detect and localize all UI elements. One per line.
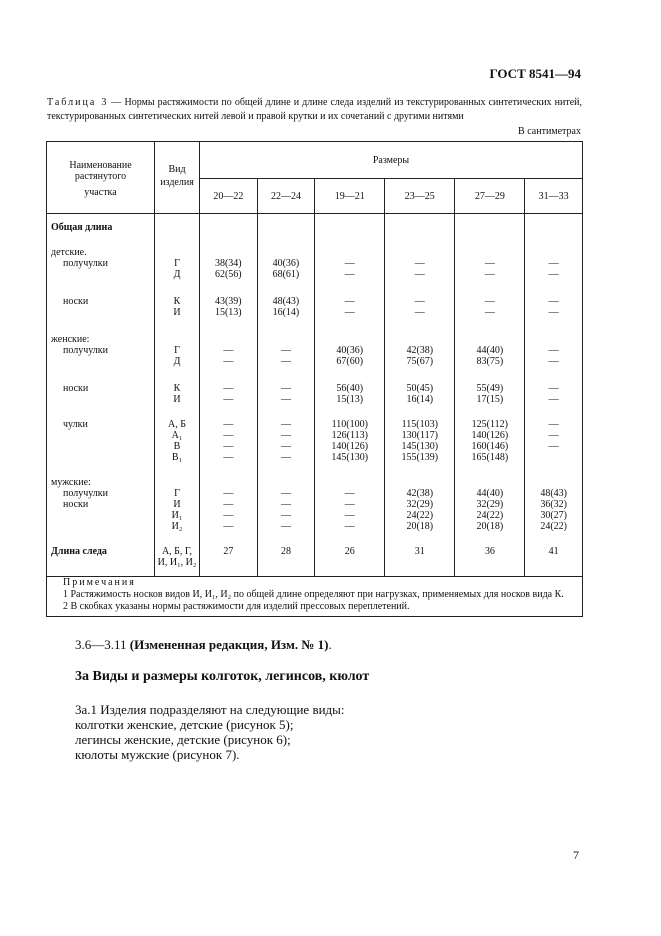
value-cell <box>385 233 455 280</box>
row-kind-cell <box>155 463 200 532</box>
value-line <box>455 247 524 258</box>
value-line: 42(38) <box>406 345 434 356</box>
value-line: 17(15) <box>476 394 504 405</box>
value-line: — <box>223 499 234 510</box>
value-cell <box>315 233 385 280</box>
value-line: 24(22) <box>540 521 567 532</box>
value-line: — <box>280 419 291 430</box>
value-line: 40(36) <box>336 345 364 356</box>
row-name-line: Общая длина <box>51 222 113 233</box>
value-line: — <box>548 258 559 269</box>
header-kind-line: изделия <box>160 177 194 188</box>
row-kind-cell <box>155 318 200 367</box>
value-line: 20(18) <box>406 521 434 532</box>
table-row <box>47 214 583 234</box>
value-cell <box>525 463 583 532</box>
header-sizes: Размеры <box>200 142 583 179</box>
value-line <box>200 247 257 258</box>
size-header: 22—24 <box>257 179 315 214</box>
row-kind-line: Г <box>174 258 180 269</box>
value-line: 27 <box>223 546 234 557</box>
size-header: 31—33 <box>525 179 583 214</box>
value-line: — <box>344 296 355 307</box>
value-line: 44(40) <box>476 345 504 356</box>
row-kind-line: И, И₁, И₂ <box>157 557 197 568</box>
value-cell <box>315 214 385 234</box>
value-line: 115(103) <box>401 419 438 430</box>
value-line: — <box>280 345 291 356</box>
value-line: — <box>484 258 495 269</box>
value-cell <box>200 280 258 318</box>
value-cell <box>385 532 455 577</box>
size-header: 19—21 <box>315 179 385 214</box>
units-note: В сантиметрах <box>518 126 581 137</box>
header-name-line: участка <box>84 187 117 198</box>
value-line: — <box>414 258 425 269</box>
value-line: 32(29) <box>406 499 434 510</box>
value-line: — <box>223 510 234 521</box>
row-kind-line: И <box>173 394 181 405</box>
value-line: — <box>548 441 559 452</box>
row-name-cell <box>47 233 155 280</box>
value-cell <box>315 532 385 577</box>
value-line: 68(61) <box>272 269 300 280</box>
value-cell <box>525 532 583 577</box>
value-line: 41 <box>548 546 559 557</box>
value-line: 40(36) <box>272 258 300 269</box>
value-line: 44(40) <box>476 488 504 499</box>
table-row <box>47 280 583 318</box>
value-cell <box>385 405 455 463</box>
value-line: 32(29) <box>476 499 504 510</box>
value-line: 140(126) <box>471 430 509 441</box>
value-line: 50(45) <box>406 383 434 394</box>
row-kind-line: В <box>173 441 181 452</box>
value-line: 130(117) <box>401 430 438 441</box>
value-cell <box>257 532 315 577</box>
table-caption <box>47 96 582 124</box>
value-line: — <box>280 452 291 463</box>
value-cell <box>455 463 525 532</box>
value-cell <box>455 280 525 318</box>
value-cell <box>455 318 525 367</box>
value-line <box>200 477 257 488</box>
value-cell <box>385 214 455 234</box>
row-kind-line: К <box>173 383 181 394</box>
value-line: — <box>548 383 559 394</box>
row-name-cell <box>47 405 155 463</box>
value-cell <box>385 463 455 532</box>
value-line: 56(40) <box>336 383 364 394</box>
row-name-line: мужские: <box>51 477 91 488</box>
row-name-cell <box>47 367 155 405</box>
row-name-line: получулки <box>63 488 108 499</box>
row-name-cell <box>47 280 155 318</box>
value-cell <box>455 214 525 234</box>
value-line: — <box>548 307 559 318</box>
value-line: 67(60) <box>336 356 364 367</box>
value-cell <box>200 367 258 405</box>
row-kind-line: А, Б, Г, <box>161 546 193 557</box>
value-line: 16(14) <box>406 394 434 405</box>
value-cell <box>200 318 258 367</box>
row-name-line: Длина следа <box>51 546 107 557</box>
value-line: 24(22) <box>406 510 434 521</box>
row-kind-cell <box>155 233 200 280</box>
size-header: 27—29 <box>455 179 525 214</box>
value-cell <box>200 233 258 280</box>
value-line: 145(130) <box>331 452 369 463</box>
value-line: 48(43) <box>272 296 300 307</box>
row-name-line: получулки <box>63 345 108 356</box>
row-name-line: женские: <box>51 334 90 345</box>
value-line: — <box>548 296 559 307</box>
value-line <box>315 334 384 345</box>
value-line <box>385 247 454 258</box>
value-line: 28 <box>280 546 291 557</box>
row-kind-line <box>155 477 199 488</box>
header-kind-line: Вид <box>168 164 186 175</box>
value-line: 36 <box>484 546 495 557</box>
value-line: — <box>344 510 355 521</box>
value-cell <box>525 318 583 367</box>
paragraph-line: 3а.1 Изделия подразделяют на следующие виды: <box>75 702 345 717</box>
value-cell <box>525 367 583 405</box>
value-line: — <box>548 269 559 280</box>
row-kind-line: И₁ <box>171 510 183 521</box>
value-line: 26 <box>344 546 355 557</box>
section-title: 3а Виды и размеры колготок, легинсов, кюлот <box>75 669 370 684</box>
value-line: — <box>414 269 425 280</box>
value-line: 155(139) <box>401 452 439 463</box>
value-line: — <box>280 488 291 499</box>
value-line: 165(148) <box>471 452 509 463</box>
value-line: — <box>548 356 559 367</box>
value-cell <box>315 367 385 405</box>
value-line <box>258 247 315 258</box>
value-cell <box>257 463 315 532</box>
table-row <box>47 233 583 280</box>
row-kind-line <box>155 247 199 258</box>
row-kind-line: Г <box>174 345 180 356</box>
paragraph-line: легинсы женские, детские (рисунок 6); <box>75 732 291 747</box>
value-line: — <box>344 258 355 269</box>
value-line: — <box>484 307 495 318</box>
notes-title: Примечания <box>63 577 136 588</box>
value-line: — <box>414 296 425 307</box>
value-cell <box>455 367 525 405</box>
value-line: — <box>223 419 234 430</box>
row-kind-line: В₁ <box>171 452 183 463</box>
note-item: 1 Растяжимость носков видов И, И₁, И₂ по общей длине определяют при нагрузках, применяемых для носков вида К. <box>63 589 564 600</box>
value-line: 110(100) <box>331 419 368 430</box>
header-name-line: растянутого <box>74 171 127 182</box>
value-cell <box>385 280 455 318</box>
value-line: 160(146) <box>471 441 509 452</box>
value-cell <box>455 405 525 463</box>
value-line: — <box>280 521 291 532</box>
value-cell <box>257 367 315 405</box>
value-line <box>258 334 315 345</box>
row-kind-cell <box>155 214 200 234</box>
value-line: — <box>344 269 355 280</box>
value-cell <box>257 233 315 280</box>
value-line: — <box>344 488 355 499</box>
elasticity-table <box>46 141 583 577</box>
value-line: — <box>223 430 234 441</box>
row-kind-line: К <box>173 296 181 307</box>
table-row <box>47 463 583 532</box>
row-kind-cell <box>155 405 200 463</box>
value-line: — <box>548 345 559 356</box>
value-line: 20(18) <box>476 521 504 532</box>
value-line: 55(49) <box>476 383 504 394</box>
value-cell <box>525 280 583 318</box>
row-name-cell <box>47 463 155 532</box>
header-name-cell <box>47 142 155 214</box>
table-row <box>47 532 583 577</box>
standard-number: ГОСТ 8541—94 <box>489 66 581 81</box>
value-line <box>385 477 454 488</box>
value-line: — <box>280 430 291 441</box>
value-line: — <box>223 488 234 499</box>
value-line <box>385 334 454 345</box>
row-name-line: носки <box>63 383 89 394</box>
change-range: 3.6—3.11 <box>75 637 127 652</box>
body-paragraph <box>75 702 345 762</box>
value-cell <box>200 532 258 577</box>
value-line <box>455 334 524 345</box>
value-line: 126(113) <box>331 430 368 441</box>
value-cell <box>455 233 525 280</box>
value-cell <box>315 280 385 318</box>
value-line: — <box>548 394 559 405</box>
row-name-cell <box>47 214 155 234</box>
change-tail: . <box>328 637 332 652</box>
value-line: — <box>548 430 559 441</box>
row-name-line: чулки <box>63 419 88 430</box>
value-line <box>525 247 582 258</box>
value-line <box>455 477 524 488</box>
value-line: 15(13) <box>214 307 242 318</box>
value-cell <box>525 233 583 280</box>
row-name-line: детские. <box>51 247 87 258</box>
value-cell <box>257 318 315 367</box>
value-line: 16(14) <box>272 307 300 318</box>
value-line <box>258 477 315 488</box>
value-line: — <box>223 383 234 394</box>
value-cell <box>455 532 525 577</box>
value-line: — <box>280 510 291 521</box>
value-line: — <box>344 521 355 532</box>
value-cell <box>257 405 315 463</box>
table-caption-text: — Нормы растяжимости по общей длине и длине следа изделий из текстурированных синтетических нитей, текстурированных синтетических нитей левой и правой крутки и их сочетаний с другими нитями <box>47 97 582 122</box>
value-line: — <box>280 394 291 405</box>
value-line <box>525 452 582 463</box>
row-kind-line: Д <box>173 356 181 367</box>
value-line: — <box>484 269 495 280</box>
value-cell <box>315 463 385 532</box>
row-kind-line <box>155 334 199 345</box>
row-name-line: носки <box>63 499 89 510</box>
change-label: (Измененная редакция, Изм. № 1) <box>129 637 329 652</box>
value-line: — <box>280 356 291 367</box>
paragraph-line: кюлоты мужские (рисунок 7). <box>75 747 240 762</box>
value-line: 125(112) <box>471 419 508 430</box>
value-line: 42(38) <box>406 488 434 499</box>
size-header: 20—22 <box>200 179 258 214</box>
row-name-cell <box>47 532 155 577</box>
row-name-line: носки <box>63 296 89 307</box>
value-line: 38(34) <box>214 258 242 269</box>
row-kind-cell <box>155 367 200 405</box>
row-name-line: получулки <box>63 258 108 269</box>
paragraph-line: колготки женские, детские (рисунок 5); <box>75 717 294 732</box>
row-kind-cell <box>155 532 200 577</box>
value-line: — <box>223 394 234 405</box>
value-line: 83(75) <box>476 356 504 367</box>
value-line: — <box>280 441 291 452</box>
value-line: 48(43) <box>540 488 567 499</box>
value-line: — <box>223 452 234 463</box>
row-kind-line: И₂ <box>171 521 183 532</box>
value-line <box>200 334 257 345</box>
row-kind-line: И <box>173 499 181 510</box>
value-cell <box>385 318 455 367</box>
change-note <box>75 637 332 653</box>
table-row <box>47 367 583 405</box>
header-kind-cell <box>155 142 200 214</box>
table-body <box>47 214 583 577</box>
row-kind-line: Д <box>173 269 181 280</box>
value-line: 31 <box>414 546 425 557</box>
value-line: 30(27) <box>540 510 567 521</box>
value-line: 145(130) <box>401 441 439 452</box>
value-line: — <box>223 441 234 452</box>
value-cell <box>200 463 258 532</box>
value-cell <box>257 280 315 318</box>
value-line: 15(13) <box>336 394 364 405</box>
header-name-line: Наименование <box>69 160 132 171</box>
value-cell <box>385 367 455 405</box>
table-row <box>47 318 583 367</box>
value-line: 140(126) <box>331 441 369 452</box>
table-caption-label: Таблица 3 <box>47 97 109 108</box>
value-line <box>525 334 582 345</box>
value-line: — <box>414 307 425 318</box>
row-kind-line: А, Б <box>168 419 186 430</box>
value-line <box>525 477 582 488</box>
value-line: — <box>280 383 291 394</box>
value-line: — <box>344 307 355 318</box>
value-line: — <box>484 296 495 307</box>
value-line: 62(56) <box>214 269 242 280</box>
row-kind-line: А₁ <box>171 430 183 441</box>
value-line: 36(32) <box>540 499 567 510</box>
value-line: 43(39) <box>214 296 242 307</box>
value-cell <box>200 405 258 463</box>
value-line: — <box>223 521 234 532</box>
value-cell <box>525 214 583 234</box>
value-cell <box>315 405 385 463</box>
value-line: — <box>223 345 234 356</box>
size-header: 23—25 <box>385 179 455 214</box>
value-cell <box>315 318 385 367</box>
notes-box <box>46 574 583 617</box>
value-line: 24(22) <box>476 510 504 521</box>
value-line: — <box>344 499 355 510</box>
page-number: 7 <box>573 848 579 862</box>
value-line <box>315 477 384 488</box>
value-line: — <box>223 356 234 367</box>
value-line: — <box>280 499 291 510</box>
row-kind-line: И <box>173 307 181 318</box>
value-line <box>315 247 384 258</box>
value-cell <box>200 214 258 234</box>
row-name-cell <box>47 318 155 367</box>
table-row <box>47 405 583 463</box>
row-kind-cell <box>155 280 200 318</box>
value-line: — <box>548 419 559 430</box>
note-item: 2 В скобках указаны нормы растяжимости для изделий прессовых переплетений. <box>63 601 410 612</box>
value-line: 75(67) <box>406 356 434 367</box>
row-kind-line: Г <box>174 488 180 499</box>
value-cell <box>257 214 315 234</box>
value-cell <box>525 405 583 463</box>
